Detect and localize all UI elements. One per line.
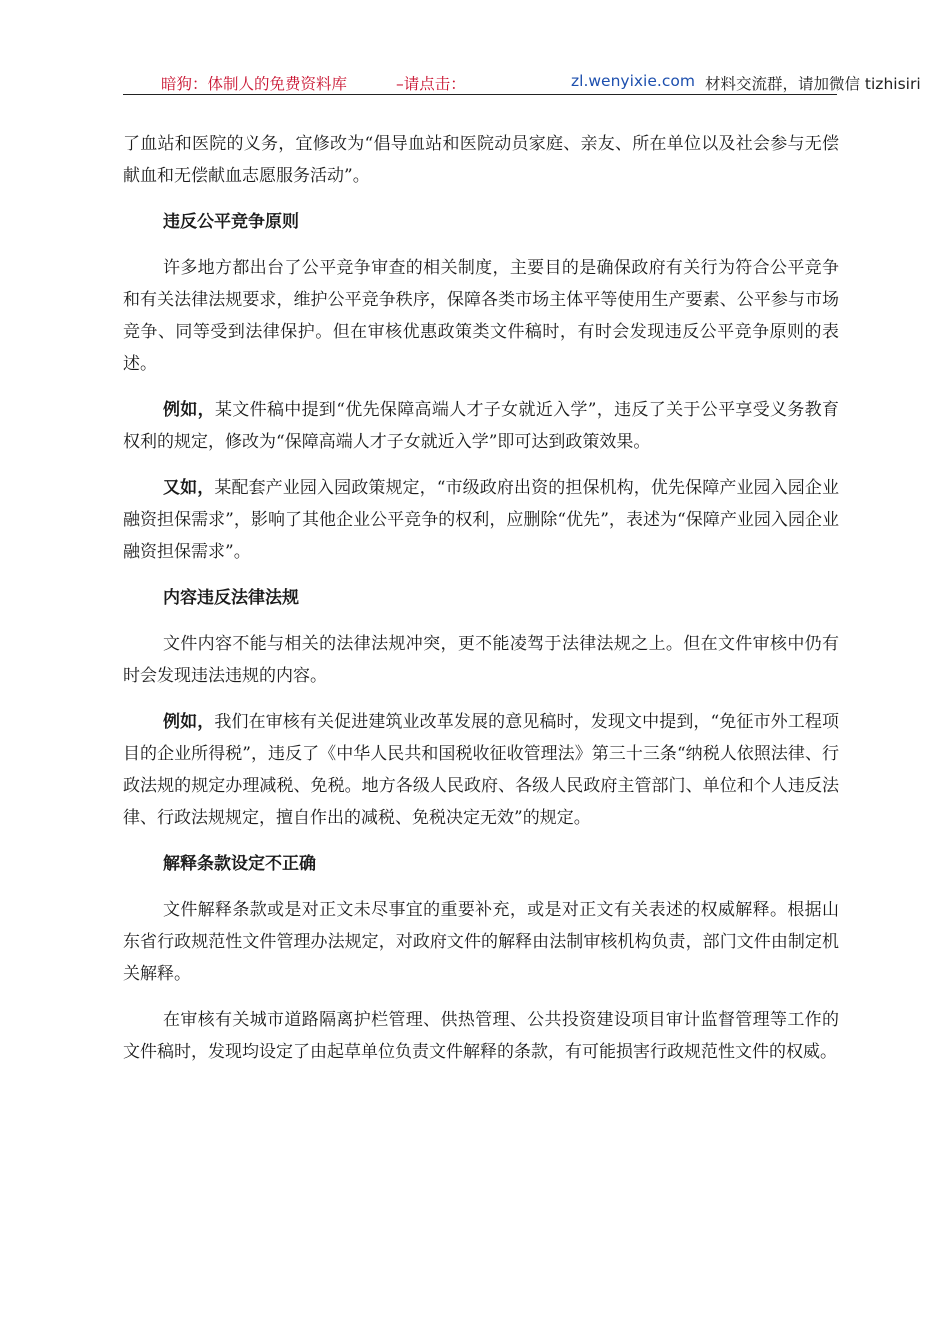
section-heading-fair-competition: 违反公平竞争原则	[163, 212, 299, 232]
header-url-link[interactable]: zl.wenyixie.com	[571, 72, 695, 90]
paragraph: 文件解释条款或是对正文未尽事宜的重要补充，或是对正文有关表述的权威解释。根据山东省行政规范性文件管理办法规定，对政府文件的解释由法制审核机构负责，部门文件由制定机关解释。	[123, 900, 839, 984]
example-text: 某文件稿中提到“优先保障高端人才子女就近入学”，违反了关于公平享受义务教育权利的规定，修改为“保障高端人才子女就近入学”即可达到政策效果。	[123, 400, 840, 452]
page-header	[123, 70, 921, 95]
paragraph-example	[123, 706, 839, 834]
example-lead: 例如，	[163, 400, 215, 420]
section-heading-law-violation: 内容违反法律法规	[163, 588, 299, 608]
paragraph-example	[123, 472, 839, 568]
paragraph-continued: 了血站和医院的义务，宜修改为“倡导血站和医院动员家庭、亲友、所在单位以及社会参与无偿献血和无偿献血志愿服务活动”。	[123, 134, 839, 186]
example-lead: 又如，	[163, 478, 215, 498]
header-click-text: –请点击：	[396, 75, 466, 93]
header-wechat: 材料交流群，请加微信 tizhisiri	[705, 75, 921, 93]
paragraph: 在审核有关城市道路隔离护栏管理、供热管理、公共投资建设项目审计监督管理等工作的文件稿时，发现均设定了由起草单位负责文件解释的条款，有可能损害行政规范性文件的权威。	[123, 1010, 839, 1062]
example-text: 某配套产业园入园政策规定，“市级政府出资的担保机构，优先保障产业园入园企业融资担保需求”，影响了其他企业公平竞争的权利，应删除“优先”，表述为“保障产业园入园企业融资担保需求”。	[123, 478, 839, 562]
example-lead: 例如，	[163, 712, 215, 732]
paragraph: 许多地方都出台了公平竞争审查的相关制度，主要目的是确保政府有关行为符合公平竞争和有关法律法规要求，维护公平竞争秩序，保障各类市场主体平等使用生产要素、公平参与市场竞争、同等受到法律保护。但在审核优惠政策类文件稿时，有时会发现违反公平竞争原则的表述。	[123, 258, 839, 374]
example-text: 我们在审核有关促进建筑业改革发展的意见稿时，发现文中提到，“免征市外工程项目的企业所得税”，违反了《中华人民共和国税收征收管理法》第三十三条“纳税人依照法律、行政法规的规定办理减税、免税。地方各级人民政府、各级人民政府主管部门、单位和个人违反法律、行政法规规定，擅自作出的减税、免税决定无效”的规定。	[123, 712, 839, 828]
section-heading-interpretation: 解释条款设定不正确	[163, 854, 316, 874]
document-body	[123, 128, 839, 1068]
paragraph: 文件内容不能与相关的法律法规冲突，更不能凌驾于法律法规之上。但在文件审核中仍有时会发现违法违规的内容。	[123, 634, 839, 686]
header-brand: 暗狗：体制人的免费资料库	[161, 75, 348, 93]
paragraph-example	[123, 394, 839, 458]
